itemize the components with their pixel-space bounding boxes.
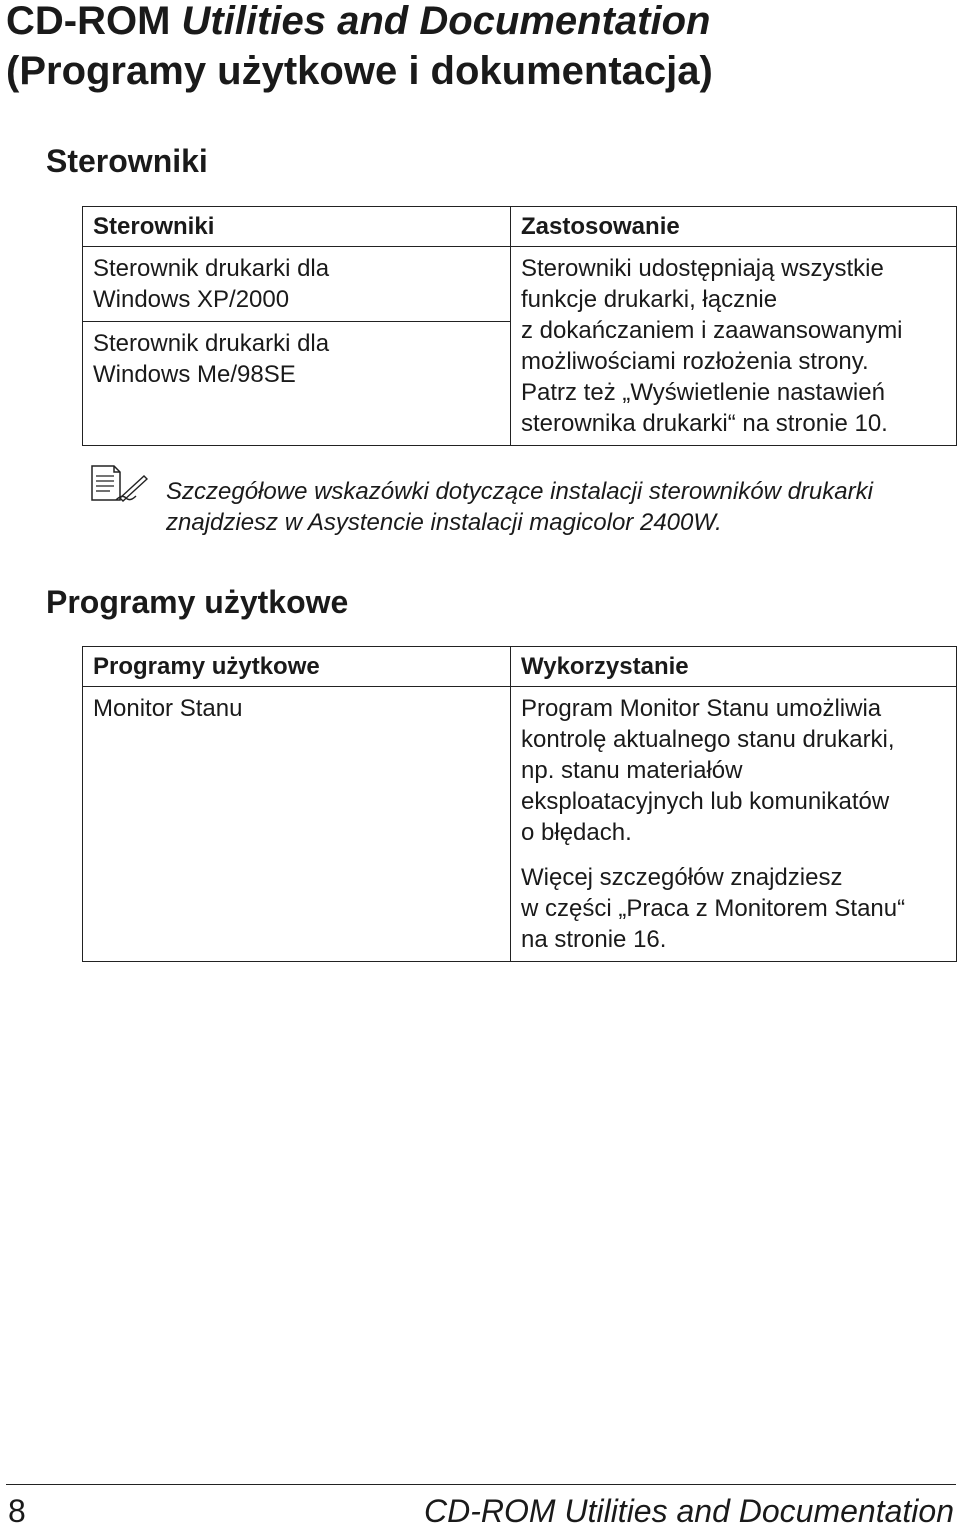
title-line-1 xyxy=(6,0,713,46)
note-text xyxy=(166,476,956,538)
drivers-table xyxy=(82,206,957,446)
driver-me-line-2: Windows Me/98SE xyxy=(93,361,296,388)
driver-me-line-1: Sterownik drukarki dla xyxy=(93,330,330,357)
usage-line: Więcej szczegółów znajdziesz xyxy=(521,864,843,891)
usage-line: sterownika drukarki“ na stronie 10. xyxy=(521,410,888,437)
usage-line: z dokańczaniem i zaawansowanymi xyxy=(521,317,903,344)
note-pencil-icon xyxy=(90,462,148,502)
program-usage-cell xyxy=(511,687,957,962)
usage-line: o błędach. xyxy=(521,819,632,846)
usage-line: kontrolę aktualnego stanu drukarki, xyxy=(521,726,895,753)
usage-line: w części „Praca z Monitorem Stanu“ xyxy=(521,895,906,922)
page-title xyxy=(6,0,713,96)
page-number: 8 xyxy=(8,1493,26,1529)
title-plain: CD-ROM xyxy=(6,0,182,43)
drivers-col-header: Sterowniki xyxy=(83,207,511,247)
driver-me-cell xyxy=(83,322,511,446)
usage-line: Patrz też „Wyświetlenie nastawień xyxy=(521,379,885,406)
usage-line: możliwościami rozłożenia strony. xyxy=(521,348,869,375)
table-row xyxy=(83,247,957,322)
usage-paragraph-2 xyxy=(521,862,946,955)
utilization-col-header: Wykorzystanie xyxy=(511,647,957,687)
usage-paragraph-1 xyxy=(521,693,946,848)
usage-line: np. stanu materiałów xyxy=(521,757,743,784)
utilities-heading: Programy użytkowe xyxy=(46,584,349,620)
table-row xyxy=(83,687,957,962)
title-italic: Utilities and Documentation xyxy=(181,0,711,43)
usage-line: na stronie 16. xyxy=(521,926,667,953)
driver-xp-line-2: Windows XP/2000 xyxy=(93,286,290,313)
driver-xp-line-1: Sterownik drukarki dla xyxy=(93,255,330,282)
table-header-row xyxy=(83,647,957,687)
programs-col-header: Programy użytkowe xyxy=(83,647,511,687)
table-header-row xyxy=(83,207,957,247)
footer-title: CD-ROM Utilities and Documentation xyxy=(424,1493,954,1529)
title-line-2: (Programy użytkowe i dokumentacja) xyxy=(6,49,713,93)
usage-line: Sterowniki udostępniają wszystkie xyxy=(521,255,884,282)
drivers-heading: Sterowniki xyxy=(46,143,208,179)
driver-xp-cell xyxy=(83,247,511,322)
usage-line: funkcje drukarki, łącznie xyxy=(521,286,778,313)
usage-col-header: Zastosowanie xyxy=(511,207,957,247)
note-line-2: znajdziesz w Asystencie instalacji magicolor 2400W. xyxy=(166,509,722,536)
usage-line: eksploatacyjnych lub komunikatów xyxy=(521,788,890,815)
program-name-cell: Monitor Stanu xyxy=(83,687,511,962)
usage-line: Program Monitor Stanu umożliwia xyxy=(521,695,882,722)
utilities-table xyxy=(82,646,957,962)
drivers-usage-cell xyxy=(511,247,957,446)
footer-divider xyxy=(6,1484,956,1485)
note-line-1: Szczegółowe wskazówki dotyczące instalacji sterowników drukarki xyxy=(166,478,873,505)
